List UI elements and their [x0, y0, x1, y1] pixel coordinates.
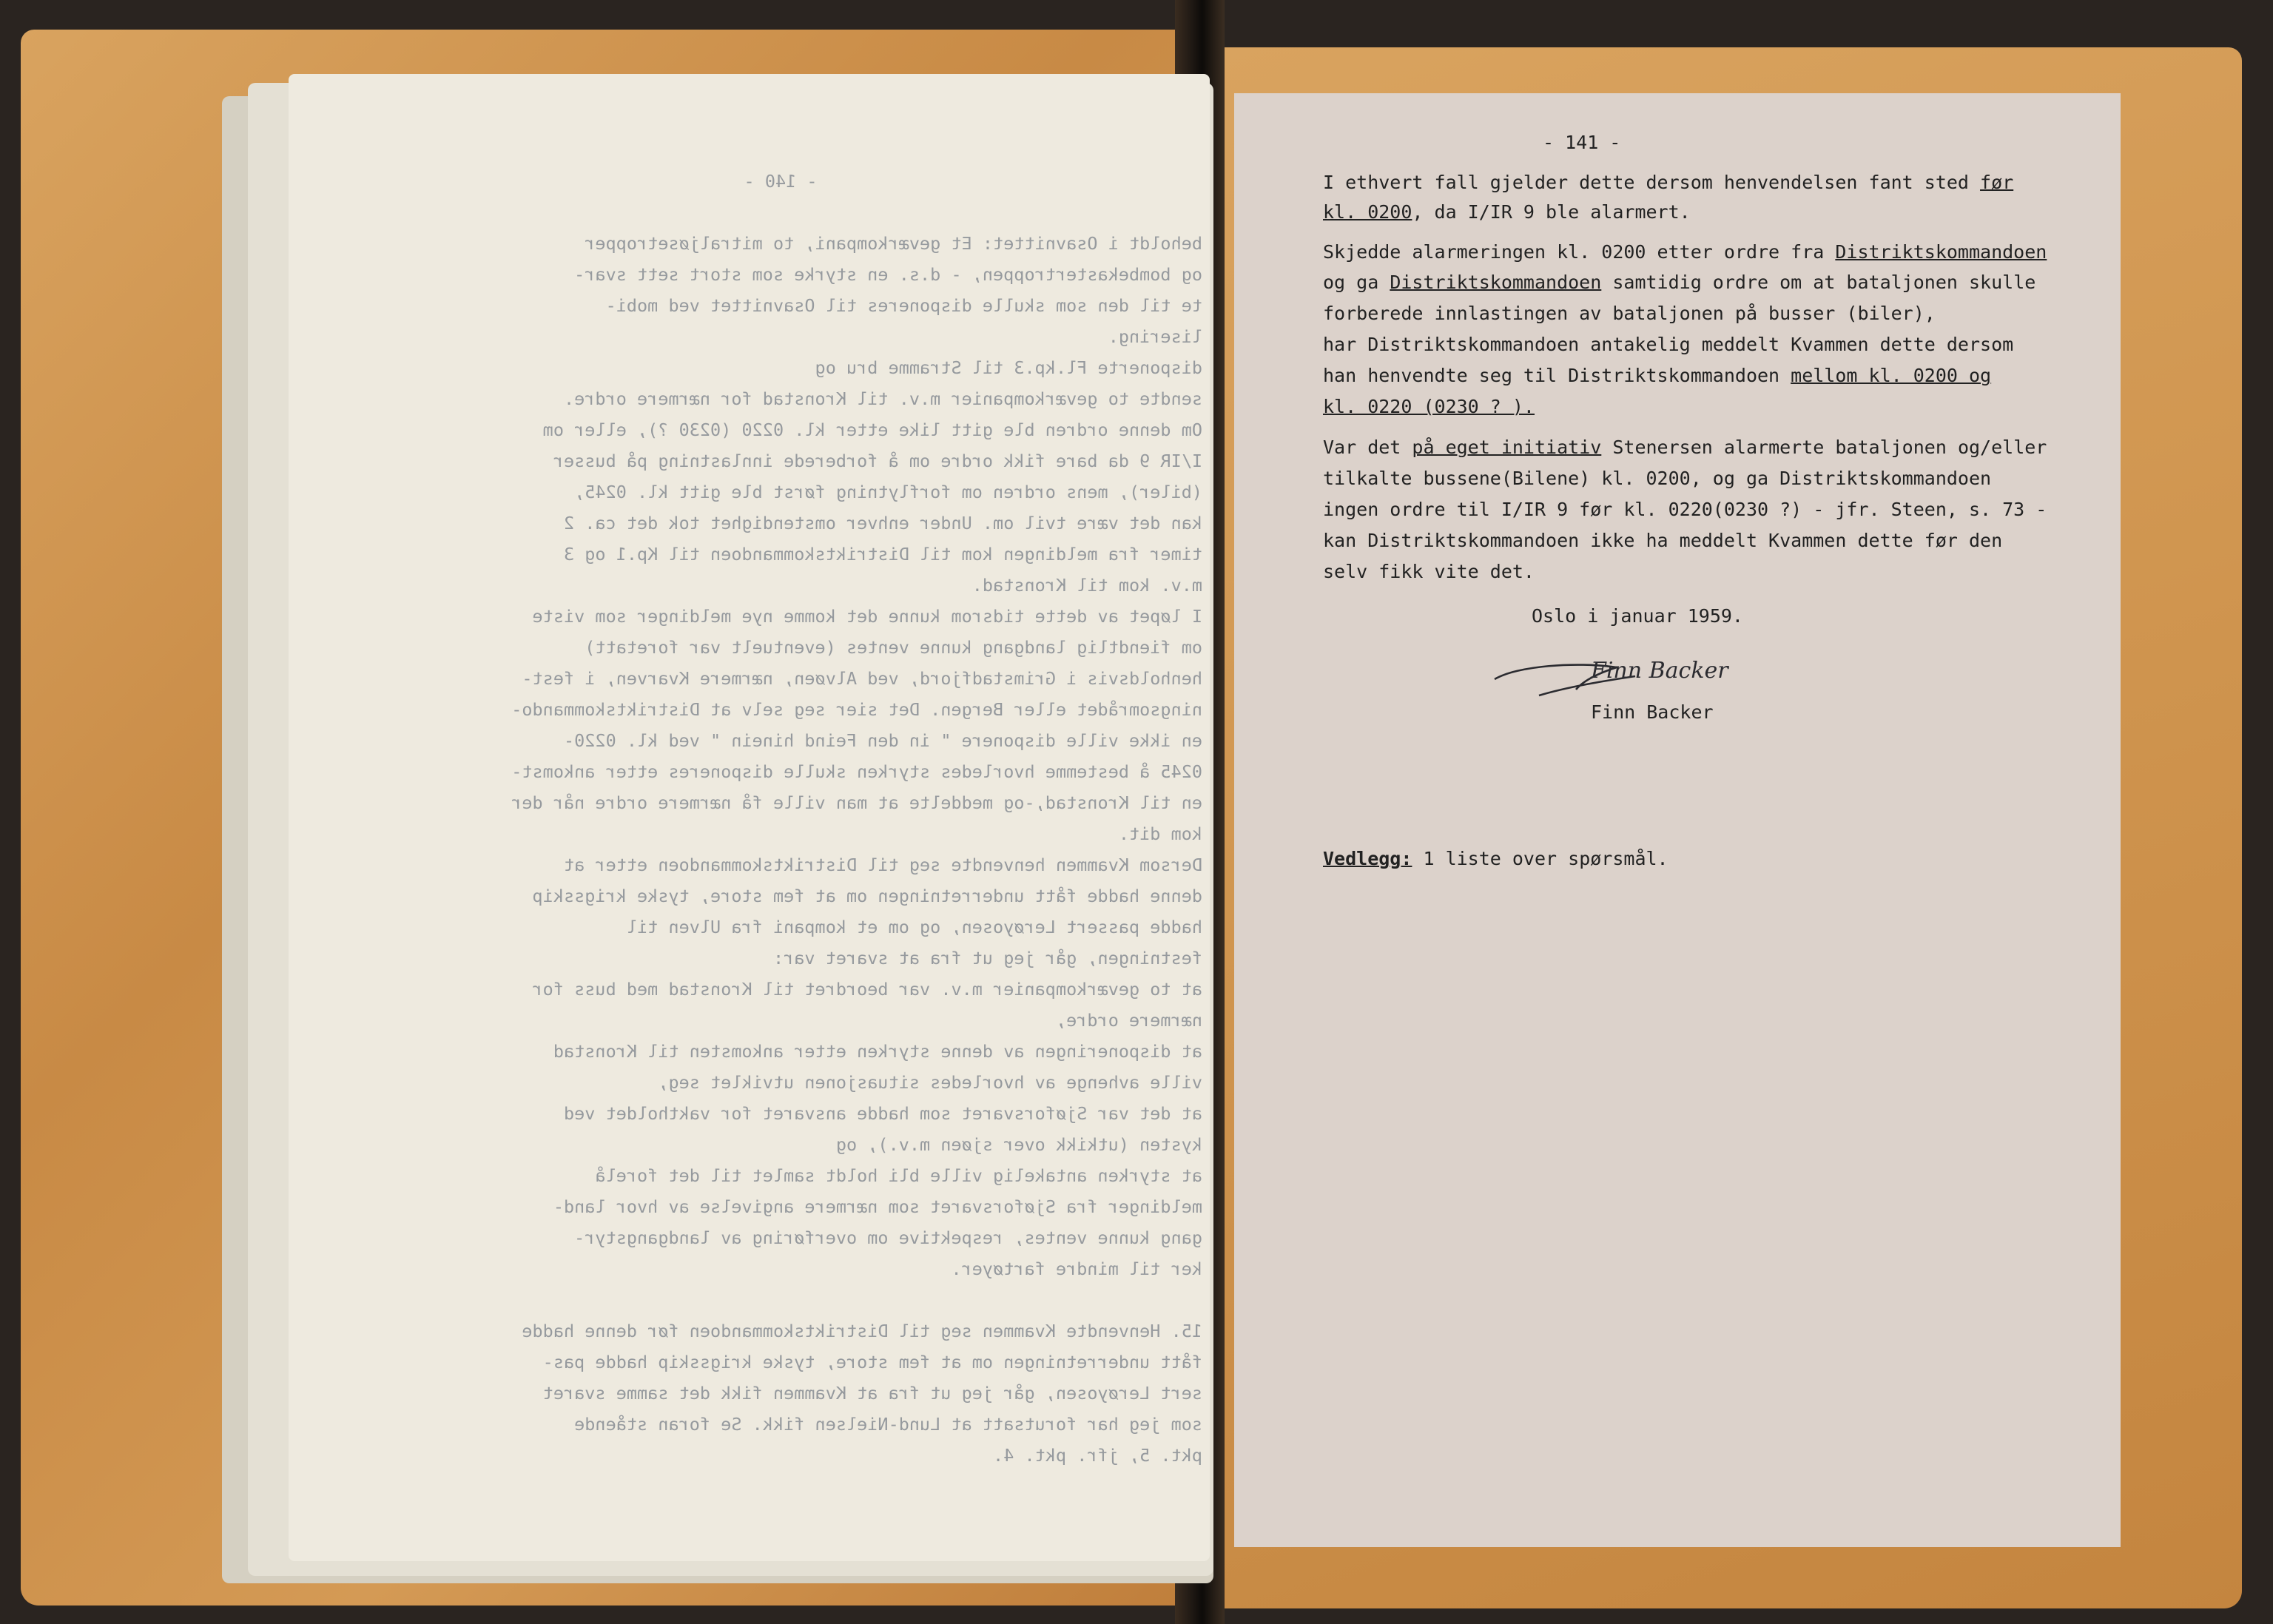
attachment-line: Vedlegg: 1 liste over spørsmål.: [1323, 848, 1668, 869]
left-page-mirrored-line: meldinger fra Sjøforsvaret som nærmere angivelse av hvor land-: [553, 1196, 1202, 1217]
paragraph-3-line-4: kan Distriktskommandoen ikke ha meddelt Kvammen dette før den: [1323, 530, 2003, 551]
paragraph-2-line-5: han henvendte seg til Distriktskommandoen mellom kl. 0200 og: [1323, 365, 1992, 386]
paragraph-3-line-3: ingen ordre til I/IR 9 før kl. 0220(0230 ?) - jfr. Steen, s. 73 -: [1323, 499, 2047, 520]
paragraph-2-line-4: har Distriktskommandoen antakelig meddelt Kvammen dette dersom: [1323, 334, 2014, 355]
left-page-mirrored-line: lisering.: [1108, 326, 1202, 347]
left-page-mirrored-line: at det var Sjøforsvaret som hadde ansvaret for vaktholdet ved: [563, 1103, 1202, 1124]
left-page-mirrored-line: henholdsvis i Grimstadfjord, ved Alvøen, nærmere Kvarven, i fest-: [522, 668, 1202, 689]
paragraph-2-line-6: kl. 0220 (0230 ? ).: [1323, 396, 1535, 417]
left-page-mirrored-line: som jeg har forutsatt at Lund-Nielsen fikk. Se foran stående: [574, 1414, 1202, 1435]
left-page-mirrored-line: kysten (utkikk over sjøen m.v.), og: [835, 1134, 1202, 1155]
right-page-number: - 141 -: [1543, 132, 1621, 153]
left-page-mirrored-line: at to geværkompanier m.v. var beordret til Kronstad med buss for: [532, 979, 1202, 1000]
left-page-mirrored-line: om fiendtlig landgang kunne ventes (eventuelt var foretatt): [585, 637, 1202, 658]
left-page-mirrored-line: hadde passert Lerøyosen, og om et kompani fra Ulven til: [626, 917, 1202, 937]
left-page-mirrored-line: timer fra meldingen kom til Distriktskommandoen til Kp.1 og 3: [563, 544, 1202, 565]
left-page-mirrored-line: fått underretningen om at fem store, tyske krigsskip hadde pas-: [542, 1352, 1202, 1372]
left-page-mirrored-line: [292, 1284, 1202, 1315]
left-page-mirrored-line: Om denne ordren ble gitt like etter kl. 0220 (0230 ?), eller om: [542, 420, 1202, 440]
paragraph-2-line-2: og ga Distriktskommandoen samtidig ordre om at bataljonen skulle: [1323, 272, 2036, 293]
left-page-mirrored-line: gang kunne ventes, respektive om overføring av landgangstyr-: [574, 1227, 1202, 1248]
left-page-mirrored-line: m.v. kom til Kronstad.: [972, 575, 1202, 596]
left-page-mirrored-line: nærmere ordre,: [1055, 1010, 1202, 1031]
paragraph-3-line-1: Var det på eget initiativ Stenersen alarmerte bataljonen og/eller: [1323, 437, 2047, 458]
left-page-mirrored-text: [292, 104, 1202, 1471]
paragraph-1-line-2: kl. 0200, da I/IR 9 ble alarmert.: [1323, 201, 1691, 223]
left-page-mirrored-line: ningsområdet eller Bergen. Det sier seg selv at Distriktskommando-: [511, 699, 1202, 720]
paragraph-2-line-1: Skjedde alarmeringen kl. 0200 etter ordre fra Distriktskommandoen: [1323, 241, 2047, 263]
left-page-mirrored-line: og bombekastertroppen, - d.s. en styrke som stort sett svar-: [574, 264, 1202, 285]
paragraph-3-line-5: selv fikk vite det.: [1323, 561, 1535, 582]
place-date: Oslo i januar 1959.: [1532, 605, 1743, 627]
left-page-mirrored-line: sendte to geværkompanier m.v. til Kronstad for nærmere ordre.: [563, 388, 1202, 409]
left-page-mirrored-line: te til den som skulle disponeres til Osavnittet ved mobi-: [605, 295, 1202, 316]
left-page-mirrored-line: 0245 å bestemme hvorledes styrken skulle disponeres etter ankomst-: [511, 761, 1202, 782]
left-page-mirrored-line: ker til mindre fartøyer.: [951, 1259, 1202, 1279]
left-page-mirrored-line: at disponeringen av denne styrken etter ankomsten til Kronstad: [553, 1041, 1202, 1062]
paragraph-2-line-3: forberede innlastingen av bataljonen på busser (biler),: [1323, 303, 1936, 324]
left-page-mirrored-line: denne hadde fått underretningen om at fem store, tyske krigsskip: [532, 886, 1202, 906]
svg-text:Finn Backer: Finn Backer: [1591, 658, 1728, 684]
left-page-number: - 140 -: [744, 171, 818, 192]
left-page-mirrored-line: pkt. 5, jfr. pkt. 4.: [993, 1445, 1202, 1466]
left-page-mirrored-line: en til Kronstad,-og meddelte at man ville få nærmere ordre når der: [511, 792, 1202, 813]
left-page-mirrored-line: beholdt i Osavnittet: Et geværkompani, to mitraljøsetropper: [585, 233, 1202, 254]
paragraph-1-line-1: I ethvert fall gjelder dette dersom henvendelsen fant sted før: [1323, 172, 2014, 193]
left-page-mirrored-line: at styrken antakelig ville bli holdt samlet til det forelå: [595, 1165, 1202, 1186]
left-page-mirrored-line: kan det være tvil om. Under enhver omstendighet tok det ca. 2: [563, 513, 1202, 533]
left-page-mirrored-line: (biler), mens ordren om forflytning først ble gitt kl. 0245,: [574, 482, 1202, 502]
left-page-mirrored-line: festningen, går jeg ut fra at svaret var:: [772, 948, 1202, 968]
left-page-mirrored-line: en ikke ville disponere " in den Feind hinein " ved kl. 0220-: [563, 730, 1202, 751]
left-page-mirrored-line: ville avhenge av hvorledes situasjonen utviklet seg,: [658, 1072, 1202, 1093]
paragraph-3-line-2: tilkalte bussene(Bilene) kl. 0200, og ga Distriktskommandoen: [1323, 468, 1992, 489]
signatory-name: Finn Backer: [1591, 701, 1714, 723]
left-page-mirrored-line: 15. Henvendte Kvammen seg til Distriktskommandoen før denne hadde: [522, 1321, 1202, 1341]
left-page-mirrored-line: sert Lerøyosen, går jeg ut fra at Kvammen fikk det samme svaret: [542, 1383, 1202, 1404]
left-page-mirrored-line: I løpet av dette tidsrom kunne det komme nye meldinger som viste: [532, 606, 1202, 627]
left-page-mirrored-line: Dersom Kvammen henvendte seg til Distriktskommandoen etter at: [563, 855, 1202, 875]
left-page-mirrored-line: kom dit.: [1118, 823, 1202, 844]
left-page-mirrored-line: disponerte Fl.kp.3 til Stramme bru og: [815, 357, 1202, 378]
left-page-mirrored-line: I/IR 9 da bare fikk ordre om å forberede innlastning på busser: [553, 451, 1202, 471]
